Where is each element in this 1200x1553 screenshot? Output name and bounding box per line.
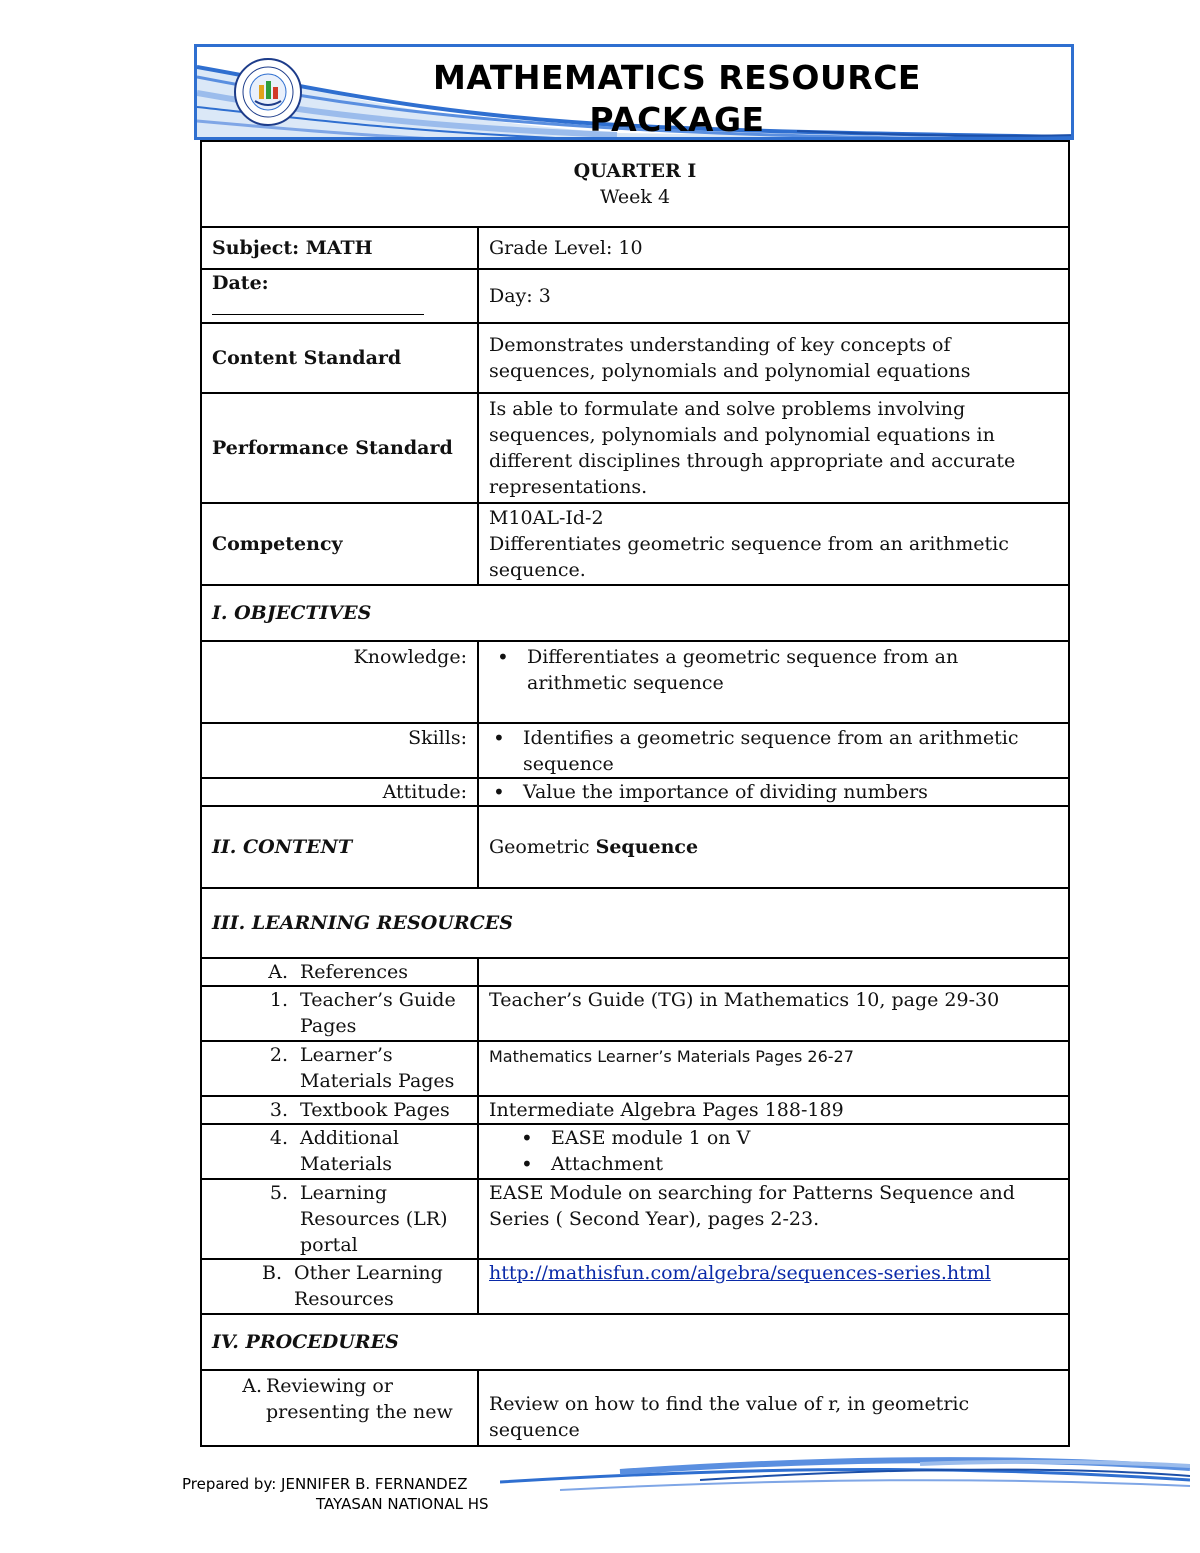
- resource-row: [201, 986, 1069, 1041]
- resource-row: [201, 1179, 1069, 1259]
- attitude-cell: [478, 778, 1069, 806]
- skills-list: [489, 725, 1058, 777]
- procedure-num: A.: [242, 1375, 262, 1397]
- resource-label: Additional Materials: [300, 1127, 399, 1175]
- other-resources-num: B.: [261, 1262, 282, 1284]
- references-cell: [201, 958, 478, 986]
- competency-text: Differentiates geometric sequence from an arithmetic sequence.: [489, 533, 1009, 581]
- content-value: [478, 806, 1069, 888]
- date-blank-line: [212, 296, 424, 315]
- references-row: [201, 958, 1069, 986]
- resources-heading: III. LEARNING RESOURCES: [201, 888, 1069, 958]
- competency-value-cell: [478, 503, 1069, 585]
- procedure-label: Reviewing or presenting the new: [266, 1375, 453, 1423]
- other-resources-row: [201, 1259, 1069, 1314]
- list-item: • Attachment: [551, 1151, 1058, 1177]
- procedure-row: [201, 1370, 1069, 1446]
- knowledge-bullet: • Differentiates a geometric sequence from an arithmetic sequence: [527, 644, 1058, 696]
- content-standard-value: Demonstrates understanding of key concepts of sequences, polynomials and polynomial equations: [478, 323, 1069, 393]
- title-line-1: MATHEMATICS RESOURCE: [433, 58, 921, 97]
- additional-materials-list: [489, 1125, 1058, 1177]
- resource-value: Intermediate Algebra Pages 188-189: [478, 1096, 1069, 1124]
- competency-label: Competency: [201, 503, 478, 585]
- performance-standard-value: Is able to formulate and solve problems involving sequences, polynomials and polynomial equations in different disciplines through appropriate and accurate representations.: [478, 393, 1069, 503]
- lesson-plan-table: [200, 140, 1070, 1447]
- resource-label-cell: [201, 1096, 478, 1124]
- resource-label-cell: [201, 986, 478, 1041]
- quarter-row: [201, 141, 1069, 227]
- resource-label-cell: [201, 1041, 478, 1096]
- objectives-heading-row: [201, 585, 1069, 641]
- attitude-row: [201, 778, 1069, 806]
- resource-num: 2.: [269, 1044, 288, 1066]
- references-label: References: [300, 961, 409, 983]
- grade-level-cell: Grade Level: 10: [478, 227, 1069, 269]
- title-line-2: PACKAGE: [589, 100, 765, 139]
- content-standard-label: Content Standard: [201, 323, 478, 393]
- resource-value: Mathematics Learner’s Materials Pages 26-27: [478, 1041, 1069, 1096]
- resources-heading-row: [201, 888, 1069, 958]
- subject-cell: Subject: MATH: [201, 227, 478, 269]
- skills-bullet: • Identifies a geometric sequence from an arithmetic sequence: [523, 725, 1058, 777]
- procedure-value: Review on how to find the value of r, in geometric sequence: [478, 1370, 1069, 1446]
- subject-row: [201, 227, 1069, 269]
- resource-row: [201, 1124, 1069, 1179]
- attitude-bullet: • Value the importance of dividing numbers: [523, 779, 1058, 805]
- knowledge-row: [201, 641, 1069, 723]
- references-num: A.: [268, 961, 288, 983]
- deped-seal-icon: [233, 57, 303, 127]
- resource-row: [201, 1096, 1069, 1124]
- week-label: Week 4: [599, 186, 671, 208]
- footer-swoosh-decoration: [500, 1450, 1190, 1520]
- knowledge-cell: [478, 641, 1069, 723]
- resource-row: [201, 1041, 1069, 1096]
- performance-standard-label: Performance Standard: [201, 393, 478, 503]
- performance-standard-row: [201, 393, 1069, 503]
- day-cell: Day: 3: [478, 269, 1069, 323]
- resource-value-cell: [478, 1124, 1069, 1179]
- competency-row: [201, 503, 1069, 585]
- other-resources-label-cell: [201, 1259, 478, 1314]
- knowledge-list: [489, 644, 1058, 696]
- procedure-label-cell: [201, 1370, 478, 1446]
- quarter-title: QUARTER I: [573, 160, 697, 182]
- date-cell: [201, 269, 478, 323]
- content-standard-row: [201, 323, 1069, 393]
- resource-value: Teacher’s Guide (TG) in Mathematics 10, page 29-30: [478, 986, 1069, 1041]
- attitude-label: Attitude:: [201, 778, 478, 806]
- objectives-heading: I. OBJECTIVES: [201, 585, 1069, 641]
- page-title: [397, 57, 957, 140]
- resource-label: Textbook Pages: [300, 1099, 450, 1121]
- header-banner: [194, 44, 1074, 140]
- content-value-prefix: Geometric: [489, 836, 596, 858]
- competency-code: M10AL-Id-2: [489, 507, 604, 529]
- other-resources-value-cell: [478, 1259, 1069, 1314]
- resource-link[interactable]: http://mathisfun.com/algebra/sequences-series.html: [489, 1262, 991, 1284]
- procedures-heading: IV. PROCEDURES: [201, 1314, 1069, 1370]
- knowledge-label: Knowledge:: [201, 641, 478, 723]
- resource-value: EASE Module on searching for Patterns Sequence and Series ( Second Year), pages 2-23.: [478, 1179, 1069, 1259]
- list-item: • EASE module 1 on V: [551, 1125, 1058, 1151]
- resource-num: 3.: [269, 1099, 288, 1121]
- resource-label-cell: [201, 1124, 478, 1179]
- date-label: Date:: [212, 272, 269, 294]
- resource-label: Learning Resources (LR) portal: [300, 1182, 448, 1256]
- date-row: [201, 269, 1069, 323]
- resource-label-cell: [201, 1179, 478, 1259]
- content-heading: II. CONTENT: [201, 806, 478, 888]
- content-value-bold: Sequence: [595, 836, 699, 858]
- resource-num: 4.: [269, 1127, 288, 1149]
- prepared-by: Prepared by: JENNIFER B. FERNANDEZ: [182, 1475, 468, 1493]
- quarter-cell: [201, 141, 1069, 227]
- resource-label: Learner’s Materials Pages: [300, 1044, 455, 1092]
- resource-num: 1.: [269, 989, 288, 1011]
- attitude-list: [489, 779, 1058, 805]
- school-name: TAYASAN NATIONAL HS: [316, 1495, 489, 1513]
- skills-row: [201, 723, 1069, 778]
- skills-cell: [478, 723, 1069, 778]
- other-resources-label: Other Learning Resources: [294, 1262, 443, 1310]
- skills-label: Skills:: [201, 723, 478, 778]
- references-value-cell: [478, 958, 1069, 986]
- procedures-heading-row: [201, 1314, 1069, 1370]
- resource-label: Teacher’s Guide Pages: [300, 989, 456, 1037]
- content-row: [201, 806, 1069, 888]
- resource-num: 5.: [269, 1182, 288, 1204]
